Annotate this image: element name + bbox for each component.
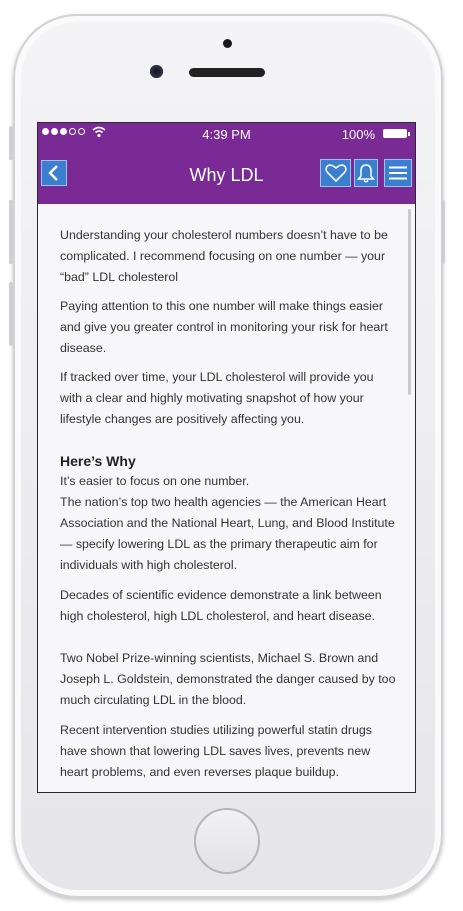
body-paragraph-2: Decades of scientific evidence demonstrate a link between high cholesterol, high LDL cholesterol, and heart disease. (60, 588, 382, 623)
power-button (441, 200, 445, 264)
menu-button[interactable] (384, 159, 412, 187)
home-button[interactable] (194, 808, 260, 874)
battery-percent: 100% (341, 127, 375, 142)
intro-paragraph-2: Paying attention to this one number will make things easier and give you greater control in monitoring your risk for heart disease. (60, 299, 388, 355)
volume-up-button (9, 200, 13, 264)
section-heading: Here’s Why (60, 453, 136, 469)
favorite-button[interactable] (320, 159, 351, 187)
battery-icon (383, 129, 407, 138)
front-camera (150, 65, 163, 78)
page-title: Why LDL (189, 165, 264, 185)
section-subheading: It’s easier to focus on one number. (60, 474, 250, 488)
intro-paragraph-1: Understanding your cholesterol numbers doesn’t have to be complicated. I recommend focusing on one number — your “bad” LDL cholesterol (60, 228, 388, 284)
bell-icon (357, 163, 375, 183)
heart-icon (325, 163, 347, 183)
body-paragraph-1: The nation’s top two health agencies — the American Heart Association and the National Heart, Lung, and Blood Institute — specify lowering LDL as the primary therapeutic aim for individuals with high cholesterol. (60, 495, 395, 572)
article-content (38, 204, 415, 793)
intro-paragraph-3: If tracked over time, your LDL cholesterol will provide you with a clear and highly motivating snapshot of how your lifestyle changes are positively affecting you. (60, 370, 374, 426)
battery-tip (408, 132, 410, 136)
status-time: 4:39 PM (202, 127, 251, 142)
mute-switch (9, 126, 13, 160)
app-screen (37, 122, 416, 793)
status-bar (38, 123, 415, 145)
navigation-bar (38, 145, 415, 204)
body-paragraph-3: Two Nobel Prize-winning scientists, Michael S. Brown and Joseph L. Goldstein, demonstrated the danger caused by too much circulating LDL in the blood. (60, 651, 396, 707)
volume-down-button (9, 282, 13, 346)
notifications-button[interactable] (354, 159, 378, 187)
earpiece-speaker (189, 68, 265, 77)
hamburger-menu-icon (388, 165, 408, 181)
proximity-sensor (223, 39, 232, 48)
body-paragraph-4: Recent intervention studies utilizing powerful statin drugs have shown that lowering LDL saves lives, prevents new heart problems, and even reverses plaque buildup. (60, 723, 372, 779)
scrollbar[interactable] (408, 209, 411, 395)
